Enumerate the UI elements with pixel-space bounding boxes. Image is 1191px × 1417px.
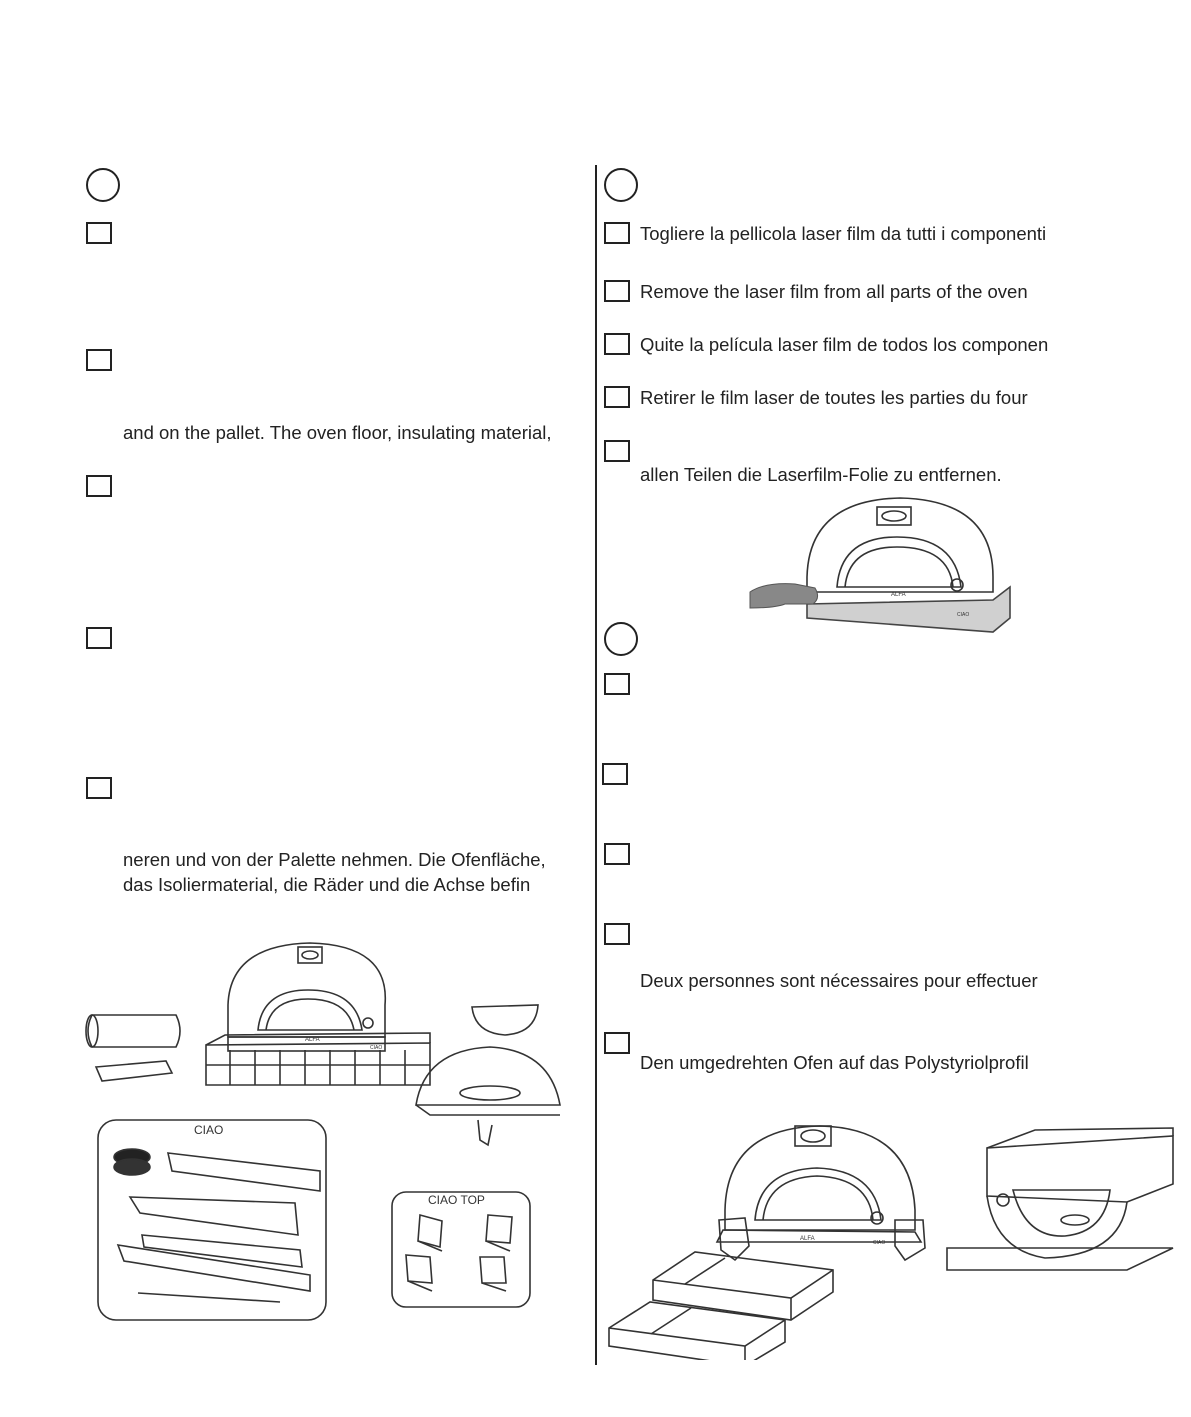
oven-on-legs-icon <box>717 1126 925 1260</box>
oven-floor-slab-icon <box>96 1061 172 1081</box>
language-checkbox-es-laser <box>604 333 630 355</box>
kit-ciao-label: CIAO <box>194 1123 224 1137</box>
language-checkbox-es-left <box>86 475 112 497</box>
oven-door-icon <box>416 1047 560 1145</box>
language-checkbox-en-left <box>86 349 112 371</box>
step-number-circle-left <box>86 168 120 202</box>
svg-text:CIAO: CIAO <box>370 1045 383 1051</box>
hand-icon <box>750 584 818 608</box>
laser-film-illustration <box>745 492 1015 647</box>
language-checkbox-fr-flip <box>604 923 630 945</box>
language-checkbox-de-laser <box>604 440 630 462</box>
ciao-top-kit-box <box>392 1192 530 1307</box>
chimney-cap-icon <box>472 1005 538 1035</box>
step-number-circle-flip <box>604 622 638 656</box>
laser-text-fr: Retirer le film laser de toutes les parties du four <box>640 387 1028 408</box>
column-divider <box>595 165 597 1365</box>
upside-down-oven-icon <box>947 1128 1173 1270</box>
step-number-circle-laser <box>604 168 638 202</box>
unpacking-parts-illustration <box>80 935 580 1330</box>
language-checkbox-it-laser <box>604 222 630 244</box>
language-checkbox-es-flip <box>604 843 630 865</box>
instruction-text-en: and on the pallet. The oven floor, insulating material, <box>123 422 552 443</box>
language-checkbox-en-flip <box>602 763 628 785</box>
language-checkbox-it-flip <box>604 673 630 695</box>
laser-text-en: Remove the laser film from all parts of the oven <box>640 281 1028 302</box>
flip-text-de: Den umgedrehten Ofen auf das Polystyriolprofil <box>640 1052 1029 1073</box>
flip-text-fr: Deux personnes sont nécessaires pour effectuer <box>640 970 1038 991</box>
ciao-kit-box <box>98 1120 326 1320</box>
kit-ciao-top-label: CIAO TOP <box>428 1193 485 1207</box>
instruction-text-de-line1: neren und von der Palette nehmen. Die Ofenfläche, <box>123 849 546 870</box>
svg-text:CIAO: CIAO <box>873 1240 886 1246</box>
svg-text:ALFA: ALFA <box>891 592 906 598</box>
laser-text-es: Quite la película laser film de todos los componen <box>640 334 1049 355</box>
language-checkbox-fr-laser <box>604 386 630 408</box>
svg-text:ALFA: ALFA <box>305 1037 320 1043</box>
insulation-roll-icon <box>86 1015 180 1047</box>
polystyrene-blocks-icon <box>609 1252 833 1360</box>
language-checkbox-fr-left <box>86 627 112 649</box>
instruction-text-de-line2: das Isoliermaterial, die Räder und die Achse befin <box>123 874 531 895</box>
laser-text-de: allen Teilen die Laserfilm-Folie zu entfernen. <box>640 464 1002 485</box>
language-checkbox-de-left <box>86 777 112 799</box>
laser-text-it: Togliere la pellicola laser film da tutti i componenti <box>640 223 1047 244</box>
svg-text:CIAO: CIAO <box>957 612 970 618</box>
language-checkbox-de-flip <box>604 1032 630 1054</box>
flip-oven-illustration <box>605 1120 1185 1360</box>
language-checkbox-it-left <box>86 222 112 244</box>
language-checkbox-en-laser <box>604 280 630 302</box>
svg-text:ALFA: ALFA <box>800 1236 815 1242</box>
